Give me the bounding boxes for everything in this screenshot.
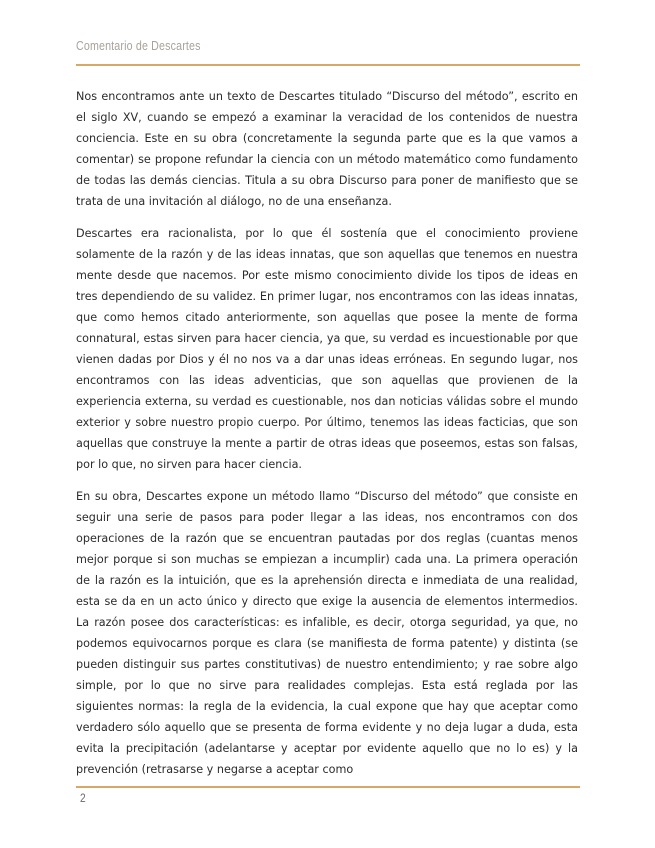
paragraph-intro: Nos encontramos ante un texto de Descartes titulado “Discurso del método”, escrito en el siglo XV, cuando se empezó a examinar la veracidad de los contenidos de nuestra conciencia. Este en su obra (concretamente la segunda parte que es la que vamos a comentar) se propone refundar la ciencia con un método matemático como fundamento de todas las demás ciencias. Titula a su obra Discurso para poner de manifiesto que se trata de una invitación al diálogo, no de una enseñanza. bbox=[76, 90, 578, 208]
footer-divider bbox=[76, 786, 580, 788]
paragraph-ideas: Descartes era racionalista, por lo que él sostenía que el conocimiento proviene solamente de la razón y de las ideas innatas, que son aquellas que tenemos en nuestra mente desde que nacemos. Por este mismo conocimiento divide los tipos de ideas en tres dependiendo de su validez. En primer lugar, nos encontramos con las ideas innatas, que como hemos citado anteriormente, son aquellas que posee la mente de forma connatural, estas sirven para hacer ciencia, ya que, su verdad es incuestionable por que vienen dadas por Dios y él no nos va a dar unas ideas erróneas. En segundo lugar, nos encontramos con las ideas adventicias, que son aquellas que provienen de la experiencia externa, su verdad es cuestionable, nos dan noticias válidas sobre el mundo exterior y sobre nuestro propio cuerpo. Por último, tenemos las ideas facticias, que son aquellas que construye la mente a partir de otras ideas que poseemos, estas son falsas, por lo que, no sirven para hacer ciencia. bbox=[76, 227, 578, 471]
body-text bbox=[76, 86, 578, 791]
running-header-title: Comentario de Descartes bbox=[76, 38, 201, 53]
page-number: 2 bbox=[80, 791, 86, 805]
paragraph-method: En su obra, Descartes expone un método llamo “Discurso del método” que consiste en seguir una serie de pasos para poder llegar a las ideas, nos encontramos con dos operaciones de la razón que se encuentran pautadas por dos reglas (cuantas menos mejor porque si son muchas se empiezan a incumplir) cada una. La primera operación de la razón es la intuición, que es la aprehensión directa e inmediata de una realidad, esta se da en un acto único y directo que exige la ausencia de elementos intermedios. La razón posee dos características: es infalible, es decir, otorga seguridad, ya que, no podemos equivocarnos porque es clara (se manifiesta de forma patente) y distinta (se pueden distinguir sus partes constitutivas) de nuestro entendimiento; y rae sobre algo simple, por lo que no sirve para realidades complejas. Esta está reglada por las siguientes normas: la regla de la evidencia, la cual expone que hay que aceptar como verdadero sólo aquello que se presenta de forma evidente y no deja lugar a duda, esta evita la precipitación (adelantarse y aceptar por evidente aquello que no lo es) y la prevención (retrasarse y negarse a aceptar como bbox=[76, 490, 578, 776]
header-divider bbox=[76, 64, 580, 66]
